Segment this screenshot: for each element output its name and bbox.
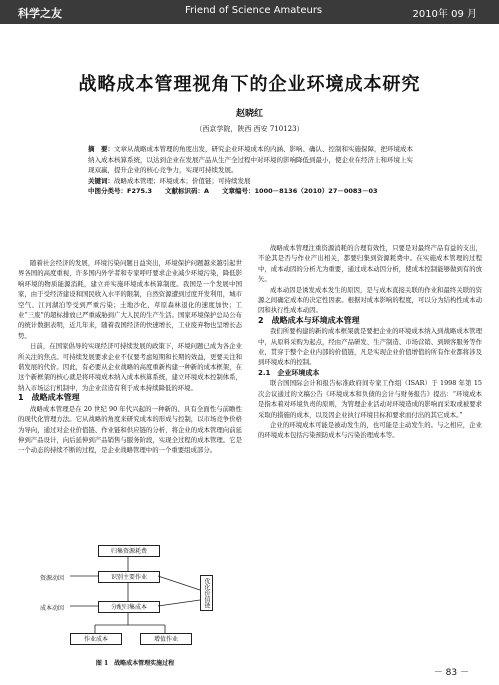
author: 赵晓红 (235, 109, 263, 119)
body-paragraph: 我们所要构建的新的成本框架就是要把企业的环境成本纳入到战略成本管理中，从原料采购为起点，经由产品研发、生产制造、市场营销、到顾客服务等作业，贯穿于整个企业内部的价值链，凡是实现企业价值增值的所有作业都将涉及到环境成本的控制。 (258, 327, 482, 367)
figure-1 (40, 545, 230, 670)
issue-date: 2010年 09 月 (412, 9, 477, 20)
classification-meta: 中图分类号：F275.3 文献标识码：A 文章编号：1000－8136（2010）27－0083－03 (88, 187, 378, 195)
fig-label-resource-driver: 资源动因 (40, 575, 65, 582)
fig-box-value-added: 增值作业 (140, 633, 192, 645)
body-paragraph: 成本动因是诱发成本发生的原因，是与成本直接关联的作业和最终关联的资源之间确定成本的决定性因素。根据对成本影响的程度，可以分为结构性成本动因和执行性成本动因。 (258, 285, 482, 315)
journal-name-en: Friend of Science Amateurs (185, 5, 323, 16)
section-2-1-title: 2.1 企业环境成本 (258, 368, 320, 377)
abstract (88, 144, 418, 197)
fig-box-optimize: 优化价值链 (200, 575, 213, 611)
section-1-title: 1 战略成本管理 (18, 393, 80, 403)
body-paragraph: 日前，在国家倡导的实现经济可持续发展的政策下，环境问题已成为各企业所关注的焦点。可持续发展要求企业不仅要考虑短期和长期的效益，更要关注和谐发展的代价。因此，有必要从企业战略的高度重新构建一种新的成本框架，在这个新框架的核心就是将环境成本纳入成本核算系统，建立环境成本控制体系，纳入市场运行机制中，为企业营造有利于成本持续降低的环境。 (18, 342, 242, 392)
abstract-label: 摘 要： (88, 145, 114, 153)
page-number: － 83 － (433, 668, 469, 678)
keywords: 战略成本管理；环境成本；价值链；可持续发展 (114, 176, 251, 185)
fig-box-resource: 归集资源耗费 (98, 545, 160, 557)
left-column (18, 258, 242, 456)
journal-name-cn: 科学之友 (18, 7, 62, 20)
keywords-label: 关键词： (88, 176, 114, 185)
journal-header (0, 0, 499, 24)
figure-caption: 图 1 战略成本管理实施过程 (95, 660, 175, 667)
affiliation: （西京学院，陕西 西安 710123） (195, 125, 304, 133)
fig-label-cost-driver: 成本动因 (40, 605, 65, 612)
right-column (258, 243, 482, 441)
fig-box-allocate: 分配归集成本 (98, 601, 160, 613)
article-title: 战略成本管理视角下的企业环境成本研究 (78, 74, 421, 95)
section-2-title: 2 战略成本与环境成本管理 (258, 315, 360, 325)
fig-box-activity-cost: 作业成本 (70, 633, 122, 645)
body-paragraph: 战略成本管理注重资源消耗的合理有效性，只要是对最终产品有益的支出，不论其是否与作业产出相关，都要归集到资源耗费中。在实施成本管理的过程中，成本动因的分析尤为重要，通过成本动因分析，使成本控制能够做到有的放矢。 (258, 244, 482, 284)
body-paragraph: 联合国国际会计和报告标准政府间专家工作组（ISAR）于 1998 年第 15 次会议通过的文稿公告《环境成本和负债的会计与财务报告》提出：“环境成本是指本着对环境负责的原则，为管理企业活动对环境造成的影响而采取或被要求采取的措施的成本，以及因企业执行环境目标和要求而付出的其它成本。” (258, 379, 482, 419)
body-paragraph: 随着社会经济的发展，环境污染问题日益突出，环境保护问题越来越引起世界各国的高度重视，许多国内外学者和专家呼吁要求企业减少环境污染，降低影响环境的物质能源消耗，建立并实施环境成本核算制度。我国是一个发展中国家，由于受经济建设和国民收入水平的限制，自然资源遭到过度开发利用，城市空气、江河湖泊等受到严重污染；土地沙化、草原森林退化的速度加快；工业“三废”的超标排放已严重威胁到广大人民的生产生活。国家环境保护总局公布的统计数据表明，近几年来，随着我国经济的快速增长，工业废弃物也呈增长态势。 (18, 259, 242, 340)
fig-arrows (40, 545, 230, 655)
abstract-text: 文章从战略成本管理的角度出发，研究企业环境成本的内涵、影响、确认、控制和实施保障，把环境成本纳入成本核算系统，以达到企业在发展产品从生产全过程中对环境的影响降低到最小，使企业在经济上和环境上实现双赢，提升企业的核心竞争力，实现可持续发展。 (88, 145, 413, 174)
body-paragraph: 企业的环境成本可能是被动发生的，也可能是主动发生的。与之相应，企业的环境成本包括污染预防成本与污染治理成本等。 (258, 420, 482, 440)
body-paragraph: 战略成本管理是在 20 世纪 90 年代兴起的一种新的、具有全面性与前瞻性的现代化管理方法。它从战略的角度来研究成本的形成与控制，以市场竞争价格为导向，通过对企业价值链、作业链和供应链的分析，将企业的成本管理向前延伸到产品设计，向后延伸到产品销售与服务阶段，实现全过程的成本管理。它是一个动态的持续不断的过程，是企业战略管理中的一个重要组成部分。 (18, 404, 242, 455)
fig-box-activity: 识别主要作业 (98, 571, 160, 583)
